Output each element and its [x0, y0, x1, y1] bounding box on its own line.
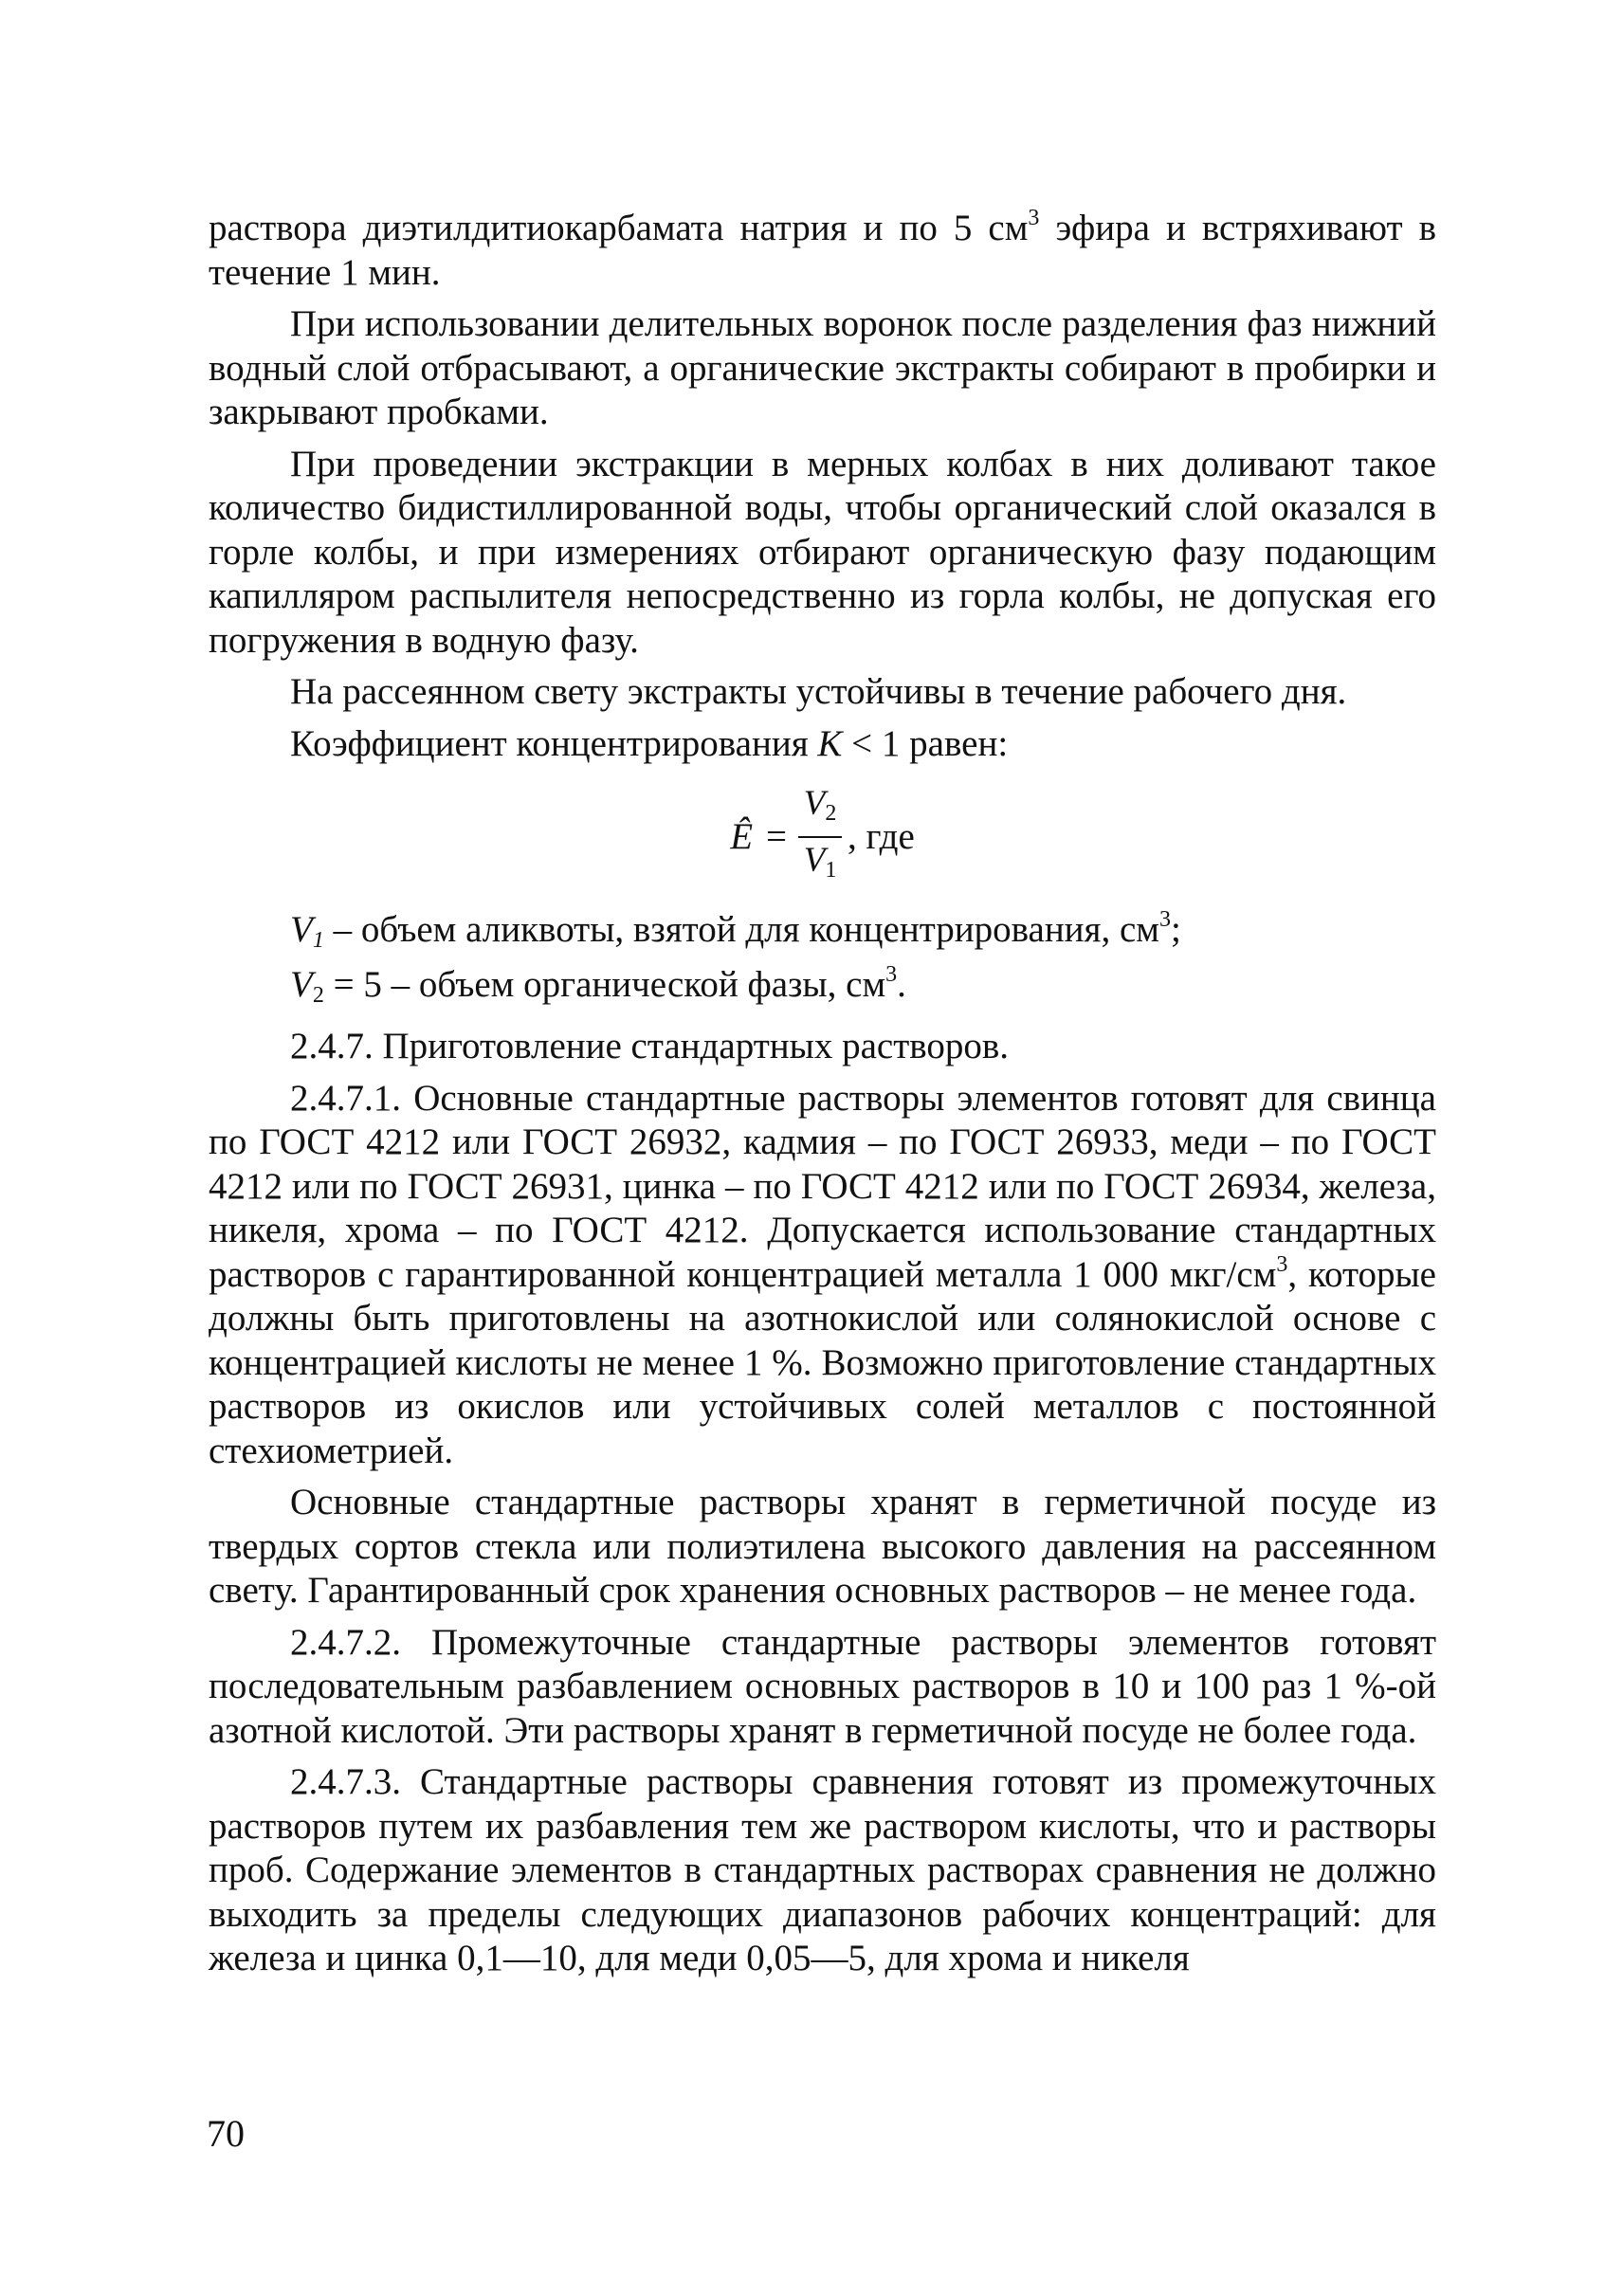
- fraction-numerator: $V_2$: [803, 784, 837, 826]
- paragraph-2-4-7-2: 2.4.7.2. Промежуточные стандартные растворы элементов готовят последовательным разбавлением основных растворов в 10 и 100 раз 1 %-ой азотной кислотой. Эти растворы хранят в герметичной посуде не более года.: [209, 1621, 1436, 1751]
- paragraph-continuation: раствора диэтилдитиокарбамата натрия и по 5 $см^3$ эфира и встряхивают в течение 1 мин.: [209, 206, 1436, 293]
- formula-suffix: , где: [848, 815, 915, 857]
- section-heading-2-4-7: 2.4.7. Приготовление стандартных растворов.: [290, 1026, 1010, 1066]
- paragraph-concentration-coefficient: Коэффициент концентрирования K < 1 равен:: [290, 722, 1009, 764]
- page-number: 70: [207, 2112, 245, 2155]
- definition-v1: $V_1$ – объем аликвоты, взятой для концентрирования, $см^3$;: [290, 907, 1181, 953]
- body-text: [209, 207, 1436, 1981]
- definition-v2: $V_2 = 5$ – объем органической фазы, $см^3$.: [290, 961, 906, 1008]
- paragraph-volumetric-flasks: При проведении экстракции в мерных колбах в них доливают такое количество бидистиллированной воды, чтобы органический слой оказался в горле колбы, и при измерениях отбирают органическую фазу подающим капилляром распылителя непосредственно из горла колбы, не допуская его погружения в водную фазу.: [209, 443, 1436, 661]
- fraction-bar: [798, 836, 842, 838]
- formula-lhs: Ê: [730, 815, 754, 857]
- formula-fraction: [798, 785, 842, 889]
- fraction-denominator: $V_1$: [803, 841, 837, 883]
- paragraph-storage: Основные стандартные растворы хранят в герметичной посуде из твердых сортов стекла или полиэтилена высокого давления на рассеянном свету. Гарантированный срок хранения основных растворов – не менее года.: [209, 1482, 1436, 1611]
- concentration-formula: [209, 772, 1436, 902]
- paragraph-2-4-7-1: 2.4.7.1. Основные стандартные растворы элементов готовят для свинца по ГОСТ 4212 или ГОСТ 26932, кадмия – по ГОСТ 26933, меди – по ГОСТ 4212 или по ГОСТ 26931, цинка – по ГОСТ 4212 или по ГОСТ 26934, железа, никеля, хрома – по ГОСТ 4212. Допускается использование стандартных растворов с гарантированной концентрацией металла 1 000 мкг/$см^3$, которые должны быть приготовлены на азотнокислой или солянокислой основе с концентрацией кислоты не менее 1 %. Возможно приготовление стандартных растворов из окислов или устойчивых солей металлов с постоянной стехиометрией.: [209, 1077, 1436, 1471]
- formula-equals: =: [766, 815, 788, 857]
- paragraph-separatory-funnels: При использовании делительных воронок после разделения фаз нижний водный слой отбрасывают, а органические экстракты собирают в пробирки и закрывают пробками.: [209, 303, 1436, 432]
- paragraph-extract-stability: На рассеянном свету экстракты устойчивы в течение рабочего дня.: [290, 671, 1347, 712]
- paragraph-2-4-7-3: 2.4.7.3. Стандартные растворы сравнения готовят из промежуточных растворов путем их разбавления тем же раствором кислоты, что и растворы проб. Содержание элементов в стандартных растворах сравнения не должно выходить за пределы следующих диапазонов рабочих концентраций: для железа и цинка 0,1—10, для меди 0,05—5, для хрома и никеля: [209, 1761, 1436, 1978]
